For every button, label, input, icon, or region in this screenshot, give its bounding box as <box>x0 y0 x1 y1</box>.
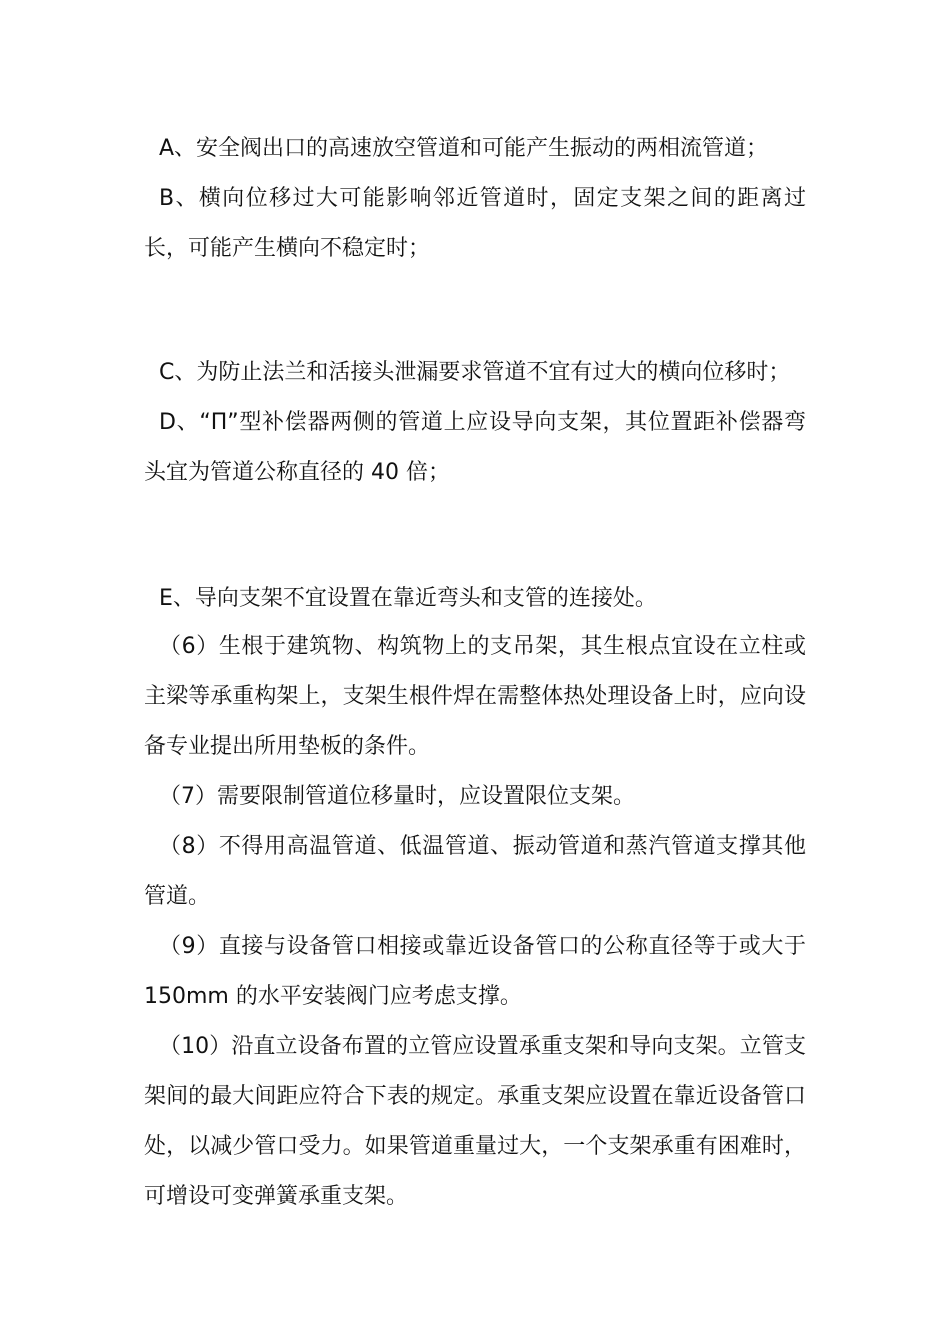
paragraph-clause-8: （8）不得用高温管道、低温管道、振动管道和蒸汽管道支撑其他管道。 <box>144 834 806 909</box>
paragraph-clause-10: （10）沿直立设备布置的立管应设置承重支架和导向支架。立管支架间的最大间距应符合下表的规定。承重支架应设置在靠近设备管口处，以减少管口受力。如果管道重量过大，一个支架承重有困难时，可增设可变弹簧承重支架。 <box>144 1034 806 1209</box>
paragraph-clause-6: （6）生根于建筑物、构筑物上的支吊架，其生根点宜设在立柱或主梁等承重构架上，支架生根件焊在需整体热处理设备上时，应向设备专业提出所用垫板的条件。 <box>144 634 806 759</box>
paragraph-item-a: A、安全阀出口的高速放空管道和可能产生振动的两相流管道； <box>159 136 769 161</box>
paragraph-item-d: D、“П”型补偿器两侧的管道上应设导向支架，其位置距补偿器弯头宜为管道公称直径的 40 倍； <box>144 410 806 485</box>
paragraph-item-e: E、导向支架不宜设置在靠近弯头和支管的连接处。 <box>159 586 657 611</box>
paragraph-clause-9: （9）直接与设备管口相接或靠近设备管口的公称直径等于或大于 150mm 的水平安装阀门应考虑支撑。 <box>144 934 806 1009</box>
paragraph-clause-7: （7）需要限制管道位移量时，应设置限位支架。 <box>159 784 635 809</box>
paragraph-item-c: C、为防止法兰和活接头泄漏要求管道不宜有过大的横向位移时； <box>159 360 791 385</box>
paragraph-item-b: B、横向位移过大可能影响邻近管道时，固定支架之间的距离过长，可能产生横向不稳定时； <box>144 186 806 261</box>
